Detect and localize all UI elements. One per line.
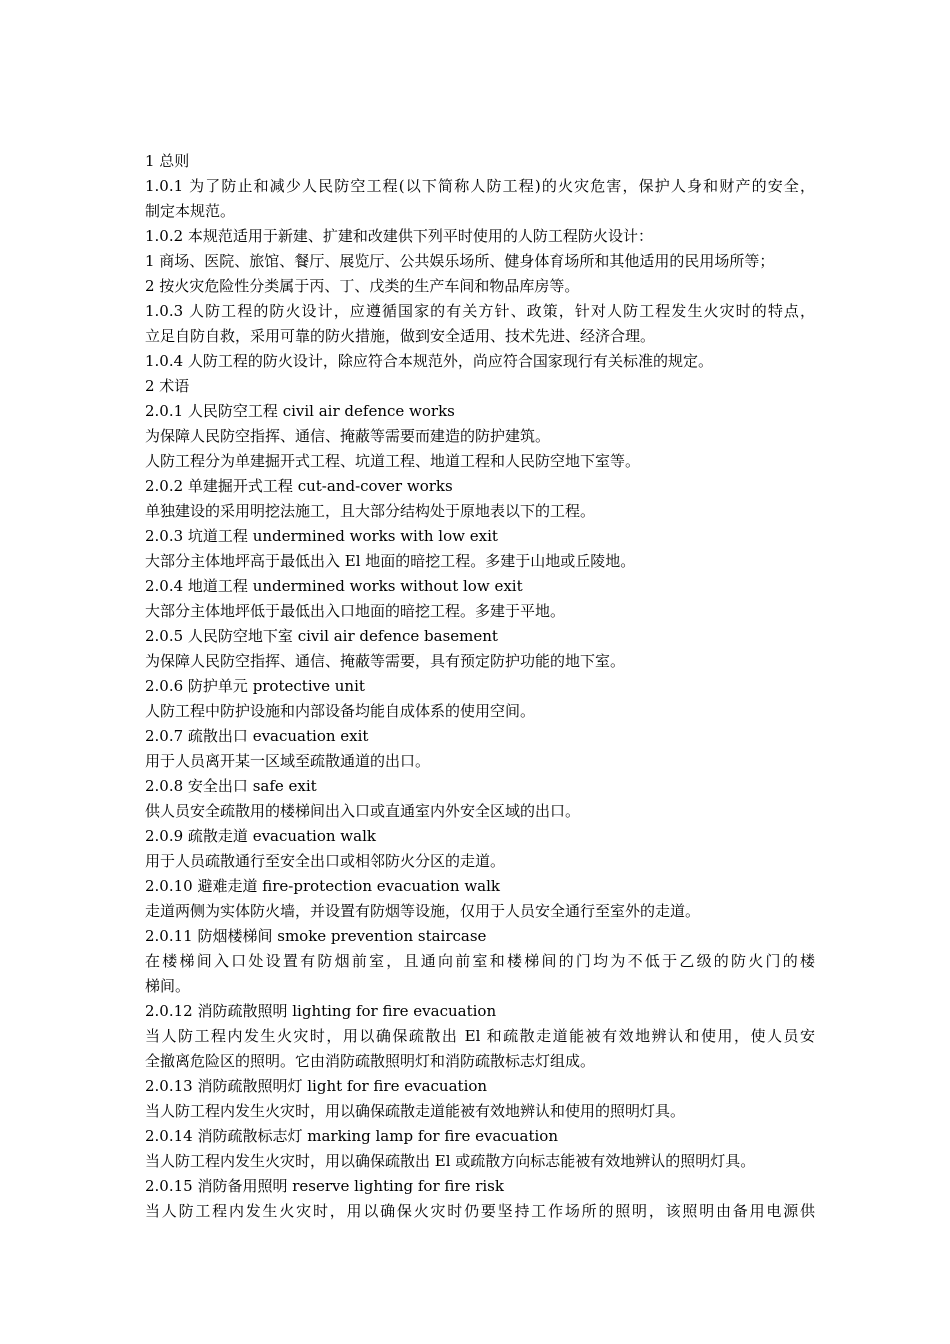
paragraph-line: 立足自防自救，采用可靠的防火措施，做到安全适用、技术先进、经济合理。 [145,327,656,345]
paragraph-line: 1.0.4 人防工程的防火设计，除应符合本规范外，尚应符合国家现行有关标准的规定。 [145,352,713,370]
term-heading: 2.0.11 防烟楼梯间 smoke prevention staircase [145,927,487,945]
paragraph-line: 梯间。 [145,977,191,995]
paragraph-line: 1.0.1 为了防止和减少人民防空工程(以下简称人防工程)的火灾危害，保护人身和财产的安全， [145,177,815,195]
paragraph-line: 人防工程中防护设施和内部设备均能自成体系的使用空间。 [145,702,536,720]
section-heading: 1 总则 [145,152,190,170]
paragraph-line: 单独建设的采用明挖法施工，且大部分结构处于原地表以下的工程。 [145,502,596,520]
term-heading: 2.0.9 疏散走道 evacuation walk [145,827,376,845]
paragraph-line: 当人防工程内发生火灾时，用以确保疏散走道能被有效地辨认和使用的照明灯具。 [145,1102,686,1120]
paragraph-line: 用于人员离开某一区域至疏散通道的出口。 [145,752,431,770]
term-heading: 2.0.1 人民防空工程 civil air defence works [145,402,455,420]
term-heading: 2.0.7 疏散出口 evacuation exit [145,727,369,745]
term-heading: 2.0.5 人民防空地下室 civil air defence basement [145,627,498,645]
paragraph-line: 当人防工程内发生火灾时，用以确保火灾时仍要坚持工作场所的照明，该照明由备用电源供 [145,1202,815,1220]
term-heading: 2.0.13 消防疏散照明灯 light for fire evacuation [145,1077,488,1095]
paragraph-line: 2 按火灾危险性分类属于丙、丁、戊类的生产车间和物品库房等。 [145,277,580,295]
term-heading: 2.0.3 坑道工程 undermined works with low exit [145,527,498,545]
term-heading: 2.0.14 消防疏散标志灯 marking lamp for fire evacuation [145,1127,558,1145]
document-body [145,149,815,1224]
term-heading: 2.0.4 地道工程 undermined works without low exit [145,577,523,595]
paragraph-line: 制定本规范。 [145,202,236,220]
paragraph-line: 供人员安全疏散用的楼梯间出入口或直通室内外安全区域的出口。 [145,802,581,820]
term-heading: 2.0.8 安全出口 safe exit [145,777,317,795]
paragraph-line: 走道两侧为实体防火墙，并设置有防烟等设施，仅用于人员安全通行至室外的走道。 [145,902,701,920]
paragraph-line: 当人防工程内发生火灾时，用以确保疏散出 El 或疏散方向标志能被有效地辨认的照明灯具。 [145,1152,756,1170]
term-heading: 2.0.12 消防疏散照明 lighting for fire evacuation [145,1002,497,1020]
paragraph-line: 大部分主体地坪低于最低出入口地面的暗挖工程。多建于平地。 [145,602,566,620]
paragraph-line: 1.0.2 本规范适用于新建、扩建和改建供下列平时使用的人防工程防火设计： [145,227,653,245]
term-heading: 2.0.10 避难走道 fire-protection evacuation walk [145,877,501,895]
term-heading: 2.0.15 消防备用照明 reserve lighting for fire risk [145,1177,504,1195]
paragraph-line: 1.0.3 人防工程的防火设计，应遵循国家的有关方针、政策，针对人防工程发生火灾时的特点， [145,302,815,320]
paragraph-line: 大部分主体地坪高于最低出入 El 地面的暗挖工程。多建于山地或丘陵地。 [145,552,636,570]
paragraph-line: 人防工程分为单建掘开式工程、坑道工程、地道工程和人民防空地下室等。 [145,452,641,470]
paragraph-line: 1 商场、医院、旅馆、餐厅、展览厅、公共娱乐场所、健身体育场所和其他适用的民用场所等； [145,252,775,270]
paragraph-line: 全撤离危险区的照明。它由消防疏散照明灯和消防疏散标志灯组成。 [145,1052,596,1070]
term-heading: 2.0.6 防护单元 protective unit [145,677,365,695]
paragraph-line: 在楼梯间入口处设置有防烟前室，且通向前室和楼梯间的门均为不低于乙级的防火门的楼 [145,952,815,970]
paragraph-line: 用于人员疏散通行至安全出口或相邻防火分区的走道。 [145,852,506,870]
section-heading: 2 术语 [145,377,190,395]
term-heading: 2.0.2 单建掘开式工程 cut-and-cover works [145,477,453,495]
paragraph-line: 当人防工程内发生火灾时，用以确保疏散出 El 和疏散走道能被有效地辨认和使用，使人员安 [145,1027,815,1045]
paragraph-line: 为保障人民防空指挥、通信、掩蔽等需要而建造的防护建筑。 [145,427,551,445]
paragraph-line: 为保障人民防空指挥、通信、掩蔽等需要，具有预定防护功能的地下室。 [145,652,626,670]
